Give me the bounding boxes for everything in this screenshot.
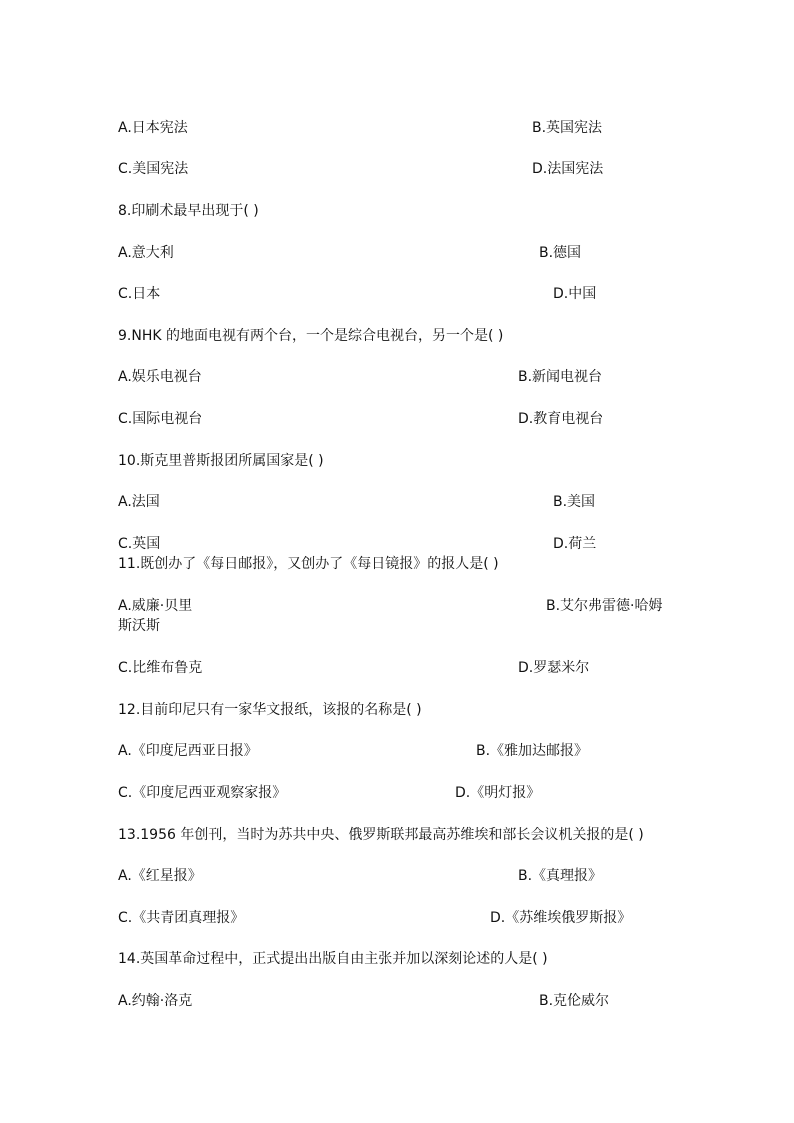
q11-stem: 11.既创办了《每日邮报》，又创办了《每日镜报》的报人是( ) [118,556,499,572]
q8-option-b: B.德国 [539,245,582,261]
q8-option-a: A.意大利 [118,245,174,261]
q14-option-b: B.克伦威尔 [539,993,610,1009]
q11-option-b: B.艾尔弗雷德·哈姆 [546,598,663,614]
q12-option-c: C.《印度尼西亚观察家报》 [118,785,287,801]
q7-option-c: C.美国宪法 [118,161,189,177]
q10-option-c: C.英国 [118,536,161,552]
q11-option-c: C.比维布鲁克 [118,660,203,676]
q9-option-b: B.新闻电视台 [518,369,603,385]
q10-option-a: A.法国 [118,494,160,510]
q10-option-d: D.荷兰 [553,536,597,552]
q10-stem: 10.斯克里普斯报团所属国家是( ) [118,453,324,469]
q12-option-a: A.《印度尼西亚日报》 [118,743,258,759]
q13-stem: 13.1956 年创刊，当时为苏共中央、俄罗斯联邦最高苏维埃和部长会议机关报的是( ) [118,827,644,843]
q13-option-d: D.《苏维埃俄罗斯报》 [490,910,632,926]
q8-option-c: C.日本 [118,286,161,302]
q7-option-a: A.日本宪法 [118,120,188,136]
q8-stem: 8.印刷术最早出现于( ) [118,203,259,219]
q12-option-d: D.《明灯报》 [455,785,541,801]
q13-option-c: C.《共青团真理报》 [118,910,245,926]
q9-stem: 9.NHK 的地面电视有两个台，一个是综合电视台，另一个是( ) [118,328,504,344]
q13-option-b: B.《真理报》 [518,868,603,884]
q9-option-d: D.教育电视台 [518,411,604,427]
q14-option-a: A.约翰·洛克 [118,993,193,1009]
q10-option-b: B.美国 [553,494,596,510]
q11-option-d: D.罗瑟米尔 [518,660,590,676]
q8-option-d: D.中国 [553,286,597,302]
q11-option-b-continued: 斯沃斯 [118,618,160,634]
q12-stem: 12.目前印尼只有一家华文报纸，该报的名称是( ) [118,702,422,718]
q13-option-a: A.《红星报》 [118,868,202,884]
q14-stem: 14.英国革命过程中，正式提出出版自由主张并加以深刻论述的人是( ) [118,951,548,967]
q9-option-a: A.娱乐电视台 [118,369,202,385]
q12-option-b: B.《雅加达邮报》 [476,743,589,759]
q11-option-a: A.威廉·贝里 [118,598,193,614]
q7-option-d: D.法国宪法 [532,161,604,177]
q9-option-c: C.国际电视台 [118,411,203,427]
q7-option-b: B.英国宪法 [532,120,603,136]
